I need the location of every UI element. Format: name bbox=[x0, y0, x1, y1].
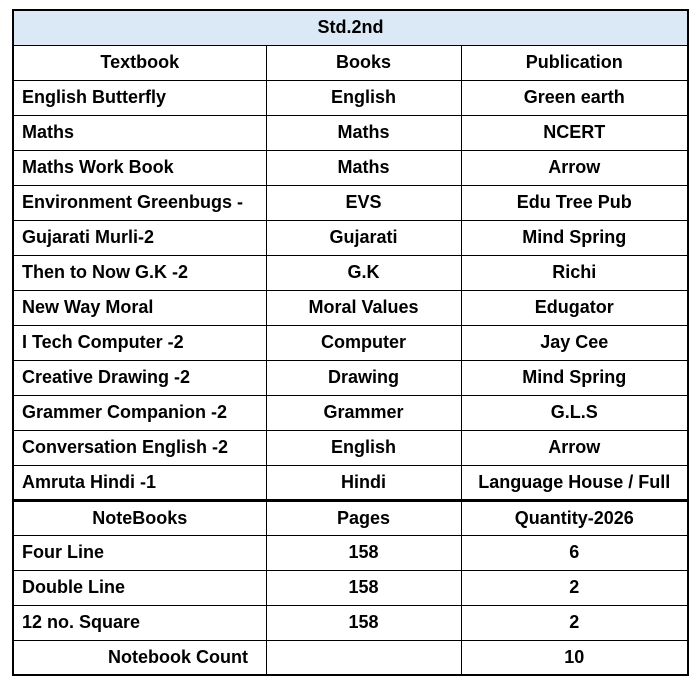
textbook-cell: Grammer Companion -2 bbox=[13, 395, 266, 430]
title-row bbox=[13, 10, 688, 45]
textbook-header-row bbox=[13, 45, 688, 80]
book-cell: Maths bbox=[266, 115, 461, 150]
quantity-cell: 2 bbox=[461, 570, 688, 605]
publication-cell: Edugator bbox=[461, 290, 688, 325]
book-cell: English bbox=[266, 430, 461, 465]
header-notebooks: NoteBooks bbox=[13, 500, 266, 535]
header-publication: Publication bbox=[461, 45, 688, 80]
publication-cell: G.L.S bbox=[461, 395, 688, 430]
table-row bbox=[13, 395, 688, 430]
table-row bbox=[13, 570, 688, 605]
table-row bbox=[13, 535, 688, 570]
notebook-count-label: Notebook Count bbox=[13, 640, 266, 675]
notebook-count-pages bbox=[266, 640, 461, 675]
table-row bbox=[13, 290, 688, 325]
book-cell: Moral Values bbox=[266, 290, 461, 325]
notebook-name-cell: Double Line bbox=[13, 570, 266, 605]
notebook-header-row bbox=[13, 500, 688, 535]
book-cell: English bbox=[266, 80, 461, 115]
pages-cell: 158 bbox=[266, 570, 461, 605]
notebook-name-cell: Four Line bbox=[13, 535, 266, 570]
book-list-table bbox=[12, 9, 689, 676]
table-row bbox=[13, 150, 688, 185]
publication-cell: Jay Cee bbox=[461, 325, 688, 360]
publication-cell: Richi bbox=[461, 255, 688, 290]
quantity-cell: 6 bbox=[461, 535, 688, 570]
book-cell: Computer bbox=[266, 325, 461, 360]
publication-cell: NCERT bbox=[461, 115, 688, 150]
notebook-count-row bbox=[13, 640, 688, 675]
pages-cell: 158 bbox=[266, 535, 461, 570]
book-cell: Hindi bbox=[266, 465, 461, 500]
publication-cell: Arrow bbox=[461, 430, 688, 465]
table-row bbox=[13, 185, 688, 220]
quantity-cell: 2 bbox=[461, 605, 688, 640]
book-cell: Grammer bbox=[266, 395, 461, 430]
textbook-cell: New Way Moral bbox=[13, 290, 266, 325]
table-row bbox=[13, 360, 688, 395]
textbook-cell: Gujarati Murli-2 bbox=[13, 220, 266, 255]
table-row bbox=[13, 430, 688, 465]
header-pages: Pages bbox=[266, 500, 461, 535]
textbook-cell: Maths bbox=[13, 115, 266, 150]
textbook-cell: Environment Greenbugs - bbox=[13, 185, 266, 220]
book-cell: Maths bbox=[266, 150, 461, 185]
table-title: Std.2nd bbox=[13, 10, 688, 45]
notebook-count-value: 10 bbox=[461, 640, 688, 675]
book-cell: Drawing bbox=[266, 360, 461, 395]
textbook-cell: I Tech Computer -2 bbox=[13, 325, 266, 360]
pages-cell: 158 bbox=[266, 605, 461, 640]
book-cell: G.K bbox=[266, 255, 461, 290]
textbook-cell: Amruta Hindi -1 bbox=[13, 465, 266, 500]
table-row bbox=[13, 115, 688, 150]
table-row bbox=[13, 220, 688, 255]
textbook-cell: Creative Drawing -2 bbox=[13, 360, 266, 395]
table-row bbox=[13, 325, 688, 360]
publication-cell: Language House / Full bbox=[461, 465, 688, 500]
publication-cell: Mind Spring bbox=[461, 220, 688, 255]
book-cell: EVS bbox=[266, 185, 461, 220]
publication-cell: Edu Tree Pub bbox=[461, 185, 688, 220]
header-quantity: Quantity-2026 bbox=[461, 500, 688, 535]
table-row bbox=[13, 80, 688, 115]
table-row bbox=[13, 255, 688, 290]
publication-cell: Green earth bbox=[461, 80, 688, 115]
textbook-cell: Conversation English -2 bbox=[13, 430, 266, 465]
textbook-cell: Then to Now G.K -2 bbox=[13, 255, 266, 290]
header-textbook: Textbook bbox=[13, 45, 266, 80]
publication-cell: Arrow bbox=[461, 150, 688, 185]
notebook-name-cell: 12 no. Square bbox=[13, 605, 266, 640]
table-row bbox=[13, 465, 688, 500]
textbook-cell: Maths Work Book bbox=[13, 150, 266, 185]
book-cell: Gujarati bbox=[266, 220, 461, 255]
table-row bbox=[13, 605, 688, 640]
header-books: Books bbox=[266, 45, 461, 80]
textbook-cell: English Butterfly bbox=[13, 80, 266, 115]
publication-cell: Mind Spring bbox=[461, 360, 688, 395]
